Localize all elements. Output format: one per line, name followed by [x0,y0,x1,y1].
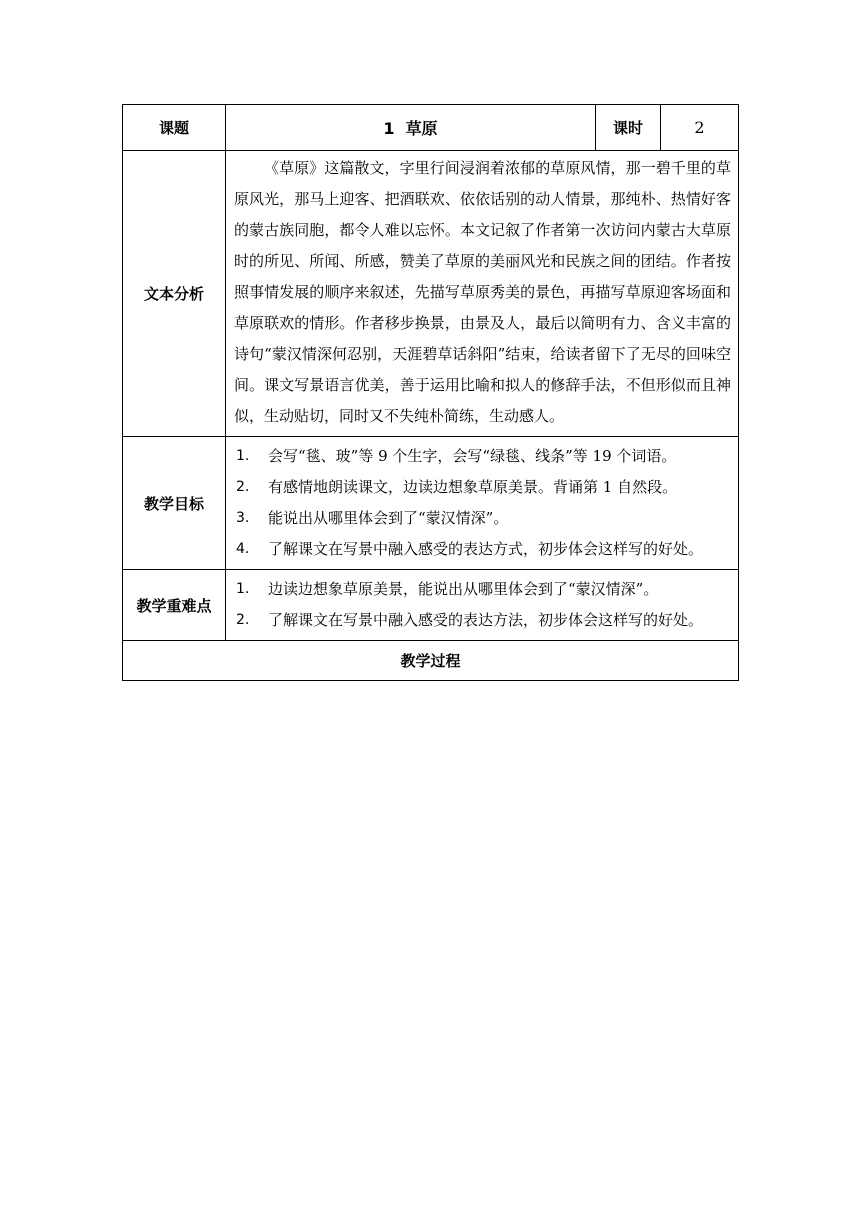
item-number: 3. [236,510,250,526]
item-number: 2. [236,612,250,628]
analysis-row [123,151,739,437]
list-item [234,605,731,636]
goals-row [123,437,739,570]
goals-cell [226,437,739,570]
lesson-plan-table [122,104,739,681]
key-points-label: 教学重难点 [123,570,226,641]
list-item [234,574,731,605]
header-row [123,105,739,151]
list-item [234,534,731,565]
item-text: 了解课文在写景中融入感受的表达方式，初步体会这样写的好处。 [268,540,704,558]
item-text: 能说出从哪里体会到了“蒙汉情深”。 [268,509,509,527]
key-points-row [123,570,739,641]
item-text: 有感情地朗读课文，边读边想象草原美景。背诵第 1 自然段。 [268,478,678,496]
list-item [234,472,731,503]
item-text: 边读边想象草原美景，能说出从哪里体会到了“蒙汉情深”。 [268,580,659,598]
period-value: 2 [661,105,739,151]
goals-list [226,437,738,569]
item-number: 1. [236,581,250,597]
course-title: 1 草原 [226,105,596,151]
process-label: 教学过程 [123,641,739,681]
analysis-text: 《草原》这篇散文，字里行间浸润着浓郁的草原风情，那一碧千里的草原风光，那马上迎客、把酒联欢、依依话别的动人情景，那纯朴、热情好客的蒙古族同胞，都令人难以忘怀。本文记叙了作者第一次访问内蒙古大草原时的所见、所闻、所感，赞美了草原的美丽风光和民族之间的团结。作者按照事情发展的顺序来叙述，先描写草原秀美的景色，再描写草原迎客场面和草原联欢的情形。作者移步换景，由景及人，最后以简明有力、含义丰富的诗句“蒙汉情深何忍别，天涯碧草话斜阳”结束，给读者留下了无尽的回味空间。课文写景语言优美，善于运用比喻和拟人的修辞手法，不但形似而且神似，生动贴切，同时又不失纯朴简练，生动感人。 [234,159,731,425]
item-number: 1. [236,448,250,464]
course-label: 课题 [123,105,226,151]
key-points-cell [226,570,739,641]
list-item [234,441,731,472]
item-number: 2. [236,479,250,495]
analysis-label: 文本分析 [123,151,226,437]
item-text: 了解课文在写景中融入感受的表达方法，初步体会这样写的好处。 [268,611,704,629]
goals-label: 教学目标 [123,437,226,570]
list-item [234,503,731,534]
period-label: 课时 [596,105,661,151]
item-number: 4. [236,541,250,557]
analysis-cell [226,151,739,437]
item-text: 会写“毯、玻”等 9 个生字，会写“绿毯、线条”等 19 个词语。 [268,447,677,465]
process-row [123,641,739,681]
key-points-list [226,570,738,640]
